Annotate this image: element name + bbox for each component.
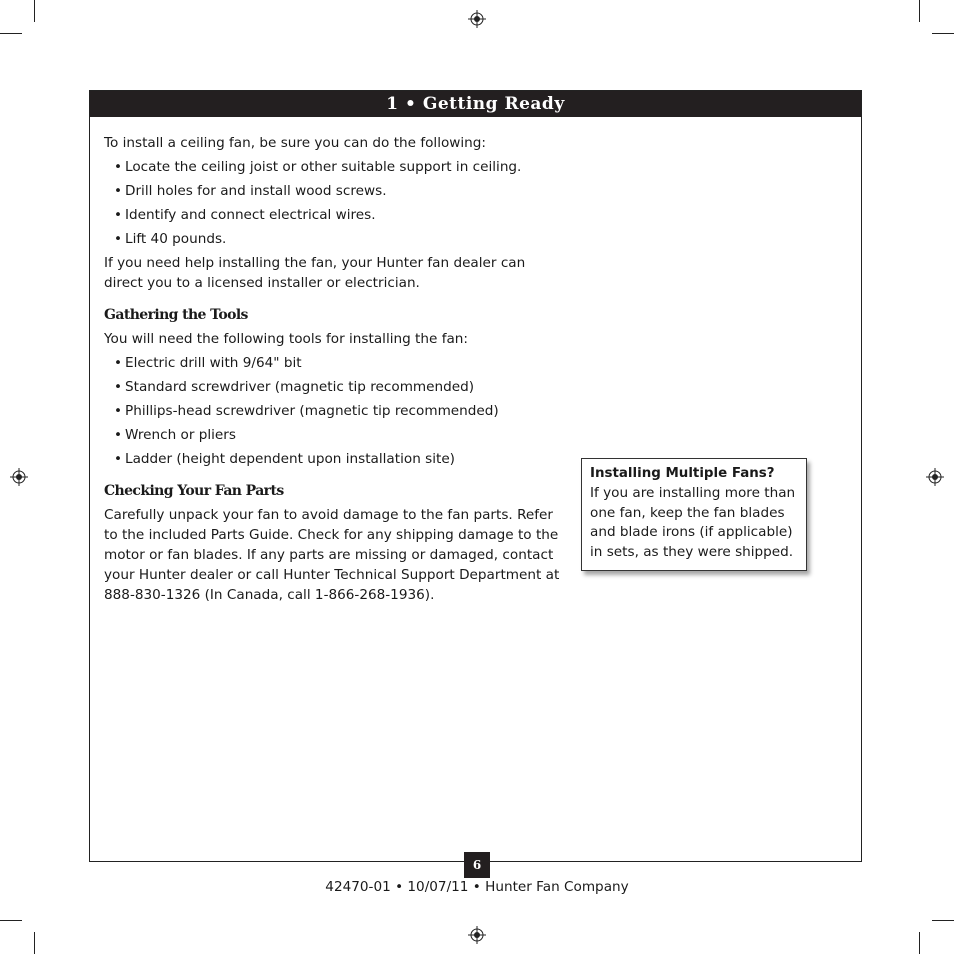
list-item: • Drill holes for and install wood screws.: [114, 181, 564, 201]
tools-list: [104, 353, 564, 469]
parts-body: Carefully unpack your fan to avoid damage to the fan parts. Refer to the included Parts Guide. Check for any shipping damage to the motor or fan blades. If any parts are missing or damaged, contact your Hunter dealer or call Hunter Technical Support Department at 888-830-1326 (In Canada, call 1-866-268-1936).: [104, 507, 560, 603]
list-item: • Standard screwdriver (magnetic tip recommended): [114, 377, 564, 397]
list-item: • Electric drill with 9/64" bit: [114, 353, 564, 373]
registration-mark-icon: [926, 468, 944, 486]
parts-heading: Checking Your Fan Parts: [104, 483, 284, 499]
page-frame: [89, 90, 862, 872]
list-item: • Lift 40 pounds.: [114, 229, 564, 249]
tools-lead: You will need the following tools for installing the fan:: [104, 331, 469, 347]
footer: 42470-01 • 10/07/11 • Hunter Fan Company: [325, 879, 629, 895]
note-box: [581, 458, 807, 571]
main-content: [104, 133, 564, 605]
list-item: • Locate the ceiling joist or other suitable support in ceiling.: [114, 157, 564, 177]
crop-mark: [34, 932, 35, 954]
list-item: • Ladder (height dependent upon installation site): [114, 449, 564, 469]
intro-list: [104, 157, 564, 249]
tools-heading: Gathering the Tools: [104, 307, 248, 323]
crop-mark: [932, 33, 954, 34]
crop-mark: [0, 920, 22, 921]
registration-mark-icon: [468, 10, 486, 28]
crop-mark: [0, 33, 22, 34]
note-body: If you are installing more than one fan, keep the fan blades and blade irons (if applicable) in sets, as they were shipped.: [590, 484, 796, 561]
list-item: • Identify and connect electrical wires.: [114, 205, 564, 225]
intro-help: If you need help installing the fan, your Hunter fan dealer can direct you to a licensed installer or electrician.: [104, 255, 526, 291]
section-title: 1 • Getting Ready: [90, 91, 861, 117]
crop-mark: [932, 920, 954, 921]
intro-lead: To install a ceiling fan, be sure you can do the following:: [104, 135, 487, 151]
note-title: Installing Multiple Fans?: [590, 466, 775, 481]
crop-mark: [919, 932, 920, 954]
page-number: 6: [464, 852, 490, 878]
list-item: • Phillips-head screwdriver (magnetic tip recommended): [114, 401, 564, 421]
crop-mark: [919, 0, 920, 22]
crop-mark: [34, 0, 35, 22]
list-item: • Wrench or pliers: [114, 425, 564, 445]
registration-mark-icon: [468, 926, 486, 944]
registration-mark-icon: [10, 468, 28, 486]
